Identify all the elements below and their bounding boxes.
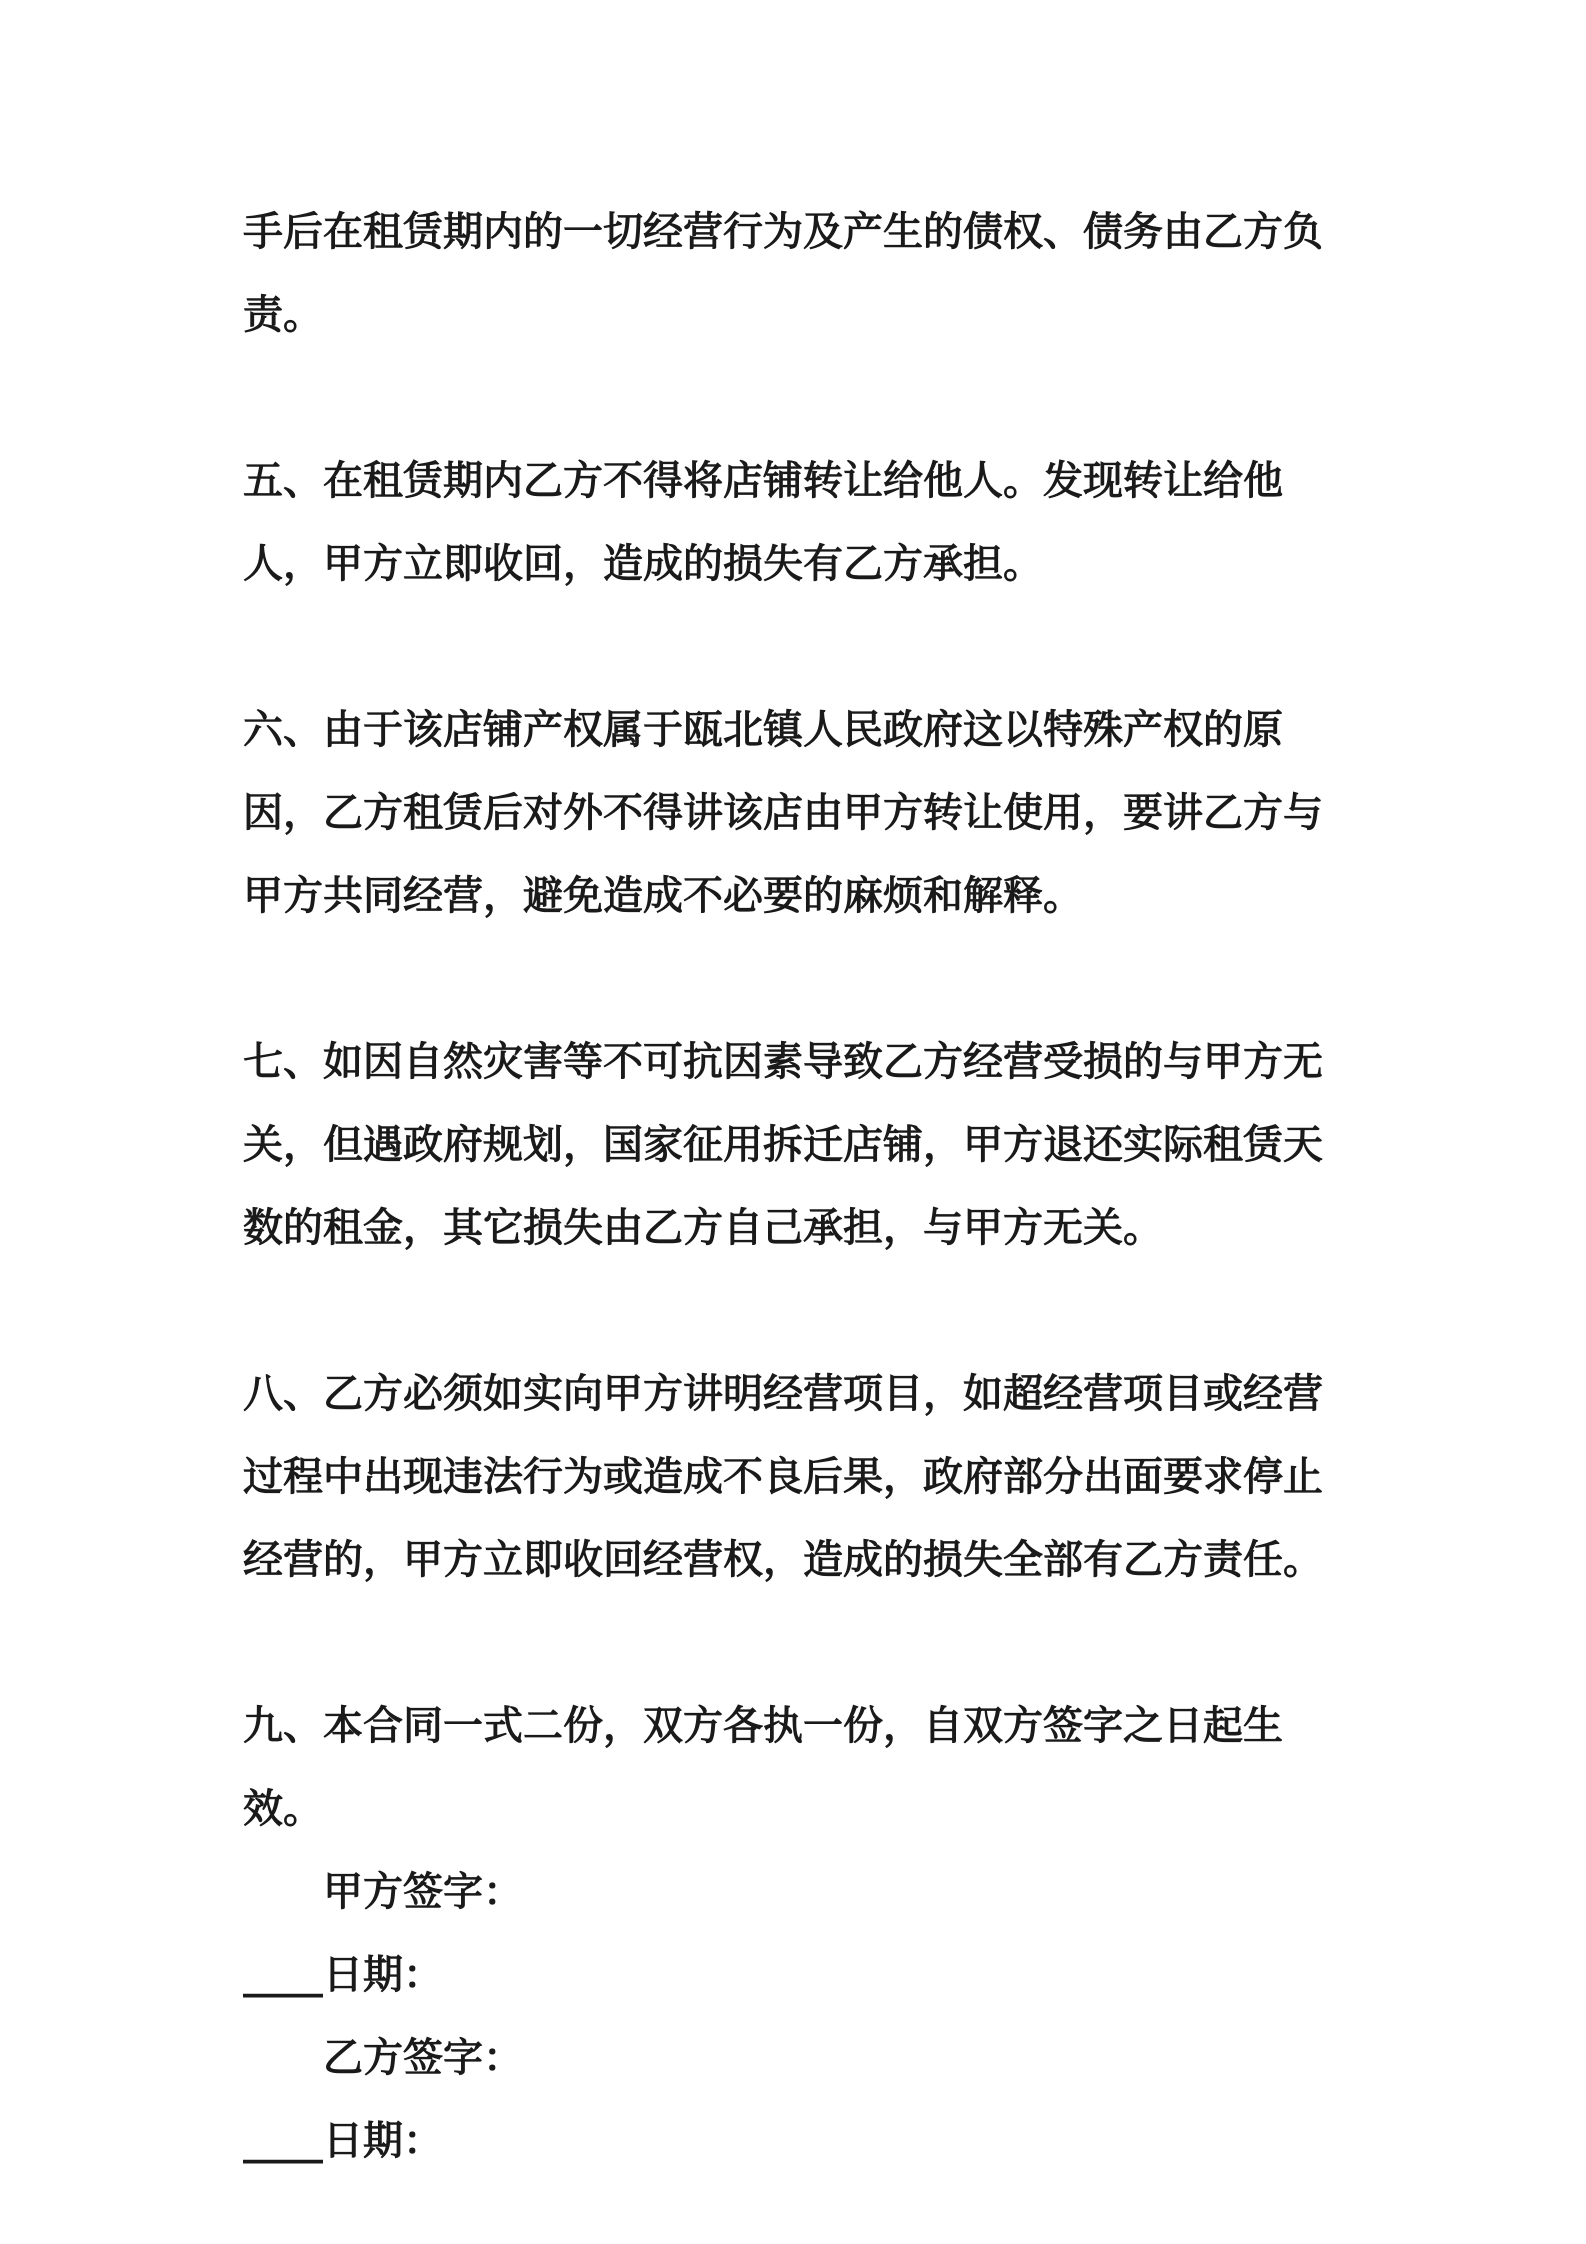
clause-eight: 八、乙方必须如实向甲方讲明经营项目，如超经营项目或经营过程中出现违法行为或造成不良后果，政府部分出面要求停止经营的，甲方立即收回经营权，造成的损失全部有乙方责任。	[243, 1371, 1323, 1583]
clause-six: 六、由于该店铺产权属于瓯北镇人民政府这以特殊产权的原因，乙方租赁后对外不得讲该店由甲方转让使用，要讲乙方与甲方共同经营，避免造成不必要的麻烦和解释。	[243, 707, 1323, 919]
party-b-date-line: ____日期：	[243, 2118, 443, 2164]
paragraph-continuation: 手后在租赁期内的一切经营行为及产生的债权、债务由乙方负责。	[243, 209, 1323, 338]
clause-nine: 九、本合同一式二份，双方各执一份，自双方签字之日起生效。	[243, 1703, 1283, 1832]
document-body	[243, 191, 1358, 2183]
party-a-signature-label: 甲方签字：	[323, 1869, 523, 1915]
clause-five: 五、在租赁期内乙方不得将店铺转让给他人。发现转让给他人，甲方立即收回，造成的损失有乙方承担。	[243, 458, 1283, 587]
party-a-date-line: ____日期：	[243, 1952, 443, 1998]
clause-seven: 七、如因自然灾害等不可抗因素导致乙方经营受损的与甲方无关，但遇政府规划，国家征用拆迁店铺，甲方退还实际租赁天数的租金，其它损失由乙方自己承担，与甲方无关。	[243, 1039, 1323, 1251]
signature-block	[243, 1851, 1358, 2183]
party-b-signature-label: 乙方签字：	[323, 2035, 523, 2081]
